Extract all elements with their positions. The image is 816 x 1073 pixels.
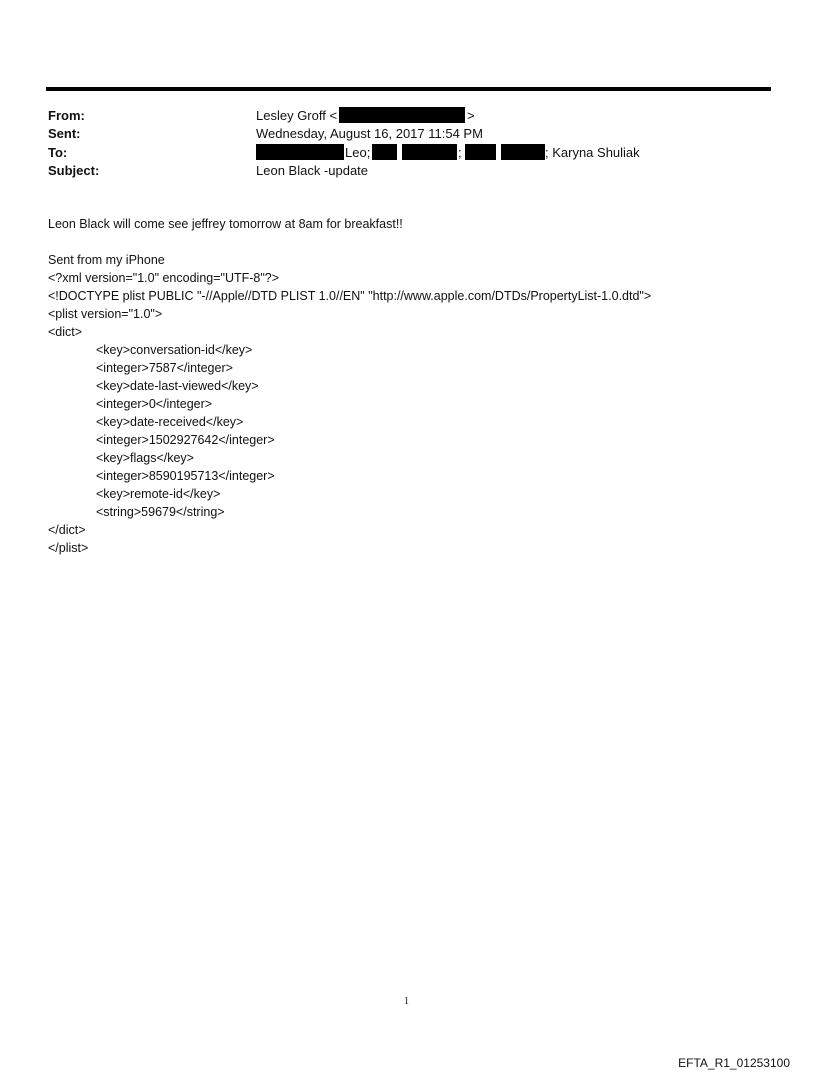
redaction-block [402, 144, 457, 160]
page-number: 1 [404, 996, 409, 1007]
to-separator: ; [458, 145, 462, 160]
to-recipient-leo: Leo; [345, 145, 371, 160]
message-body: Leon Black will come see jeffrey tomorrow at 8am for breakfast!! [48, 217, 403, 231]
subject-label: Subject: [48, 163, 100, 178]
plist-line: <key>flags</key> [96, 451, 194, 465]
plist-line: <integer>1502927642</integer> [96, 433, 275, 447]
plist-line: <integer>7587</integer> [96, 361, 233, 375]
to-label: To: [48, 145, 68, 160]
plist-line: <key>remote-id</key> [96, 487, 221, 501]
bates-number: EFTA_R1_01253100 [678, 1056, 790, 1070]
redaction-block [339, 107, 465, 123]
redaction-block [372, 144, 397, 160]
plist-line: <!DOCTYPE plist PUBLIC "-//Apple//DTD PLIST 1.0//EN" "http://www.apple.com/DTDs/PropertyList-1.0.dtd"> [48, 289, 652, 303]
redaction-block [256, 144, 344, 160]
to-recipient-karyna: ; Karyna Shuliak [545, 145, 640, 160]
subject-value: Leon Black -update [256, 163, 369, 178]
plist-line: <?xml version="1.0" encoding="UTF-8"?> [48, 271, 280, 285]
plist-line: <integer>8590195713</integer> [96, 469, 275, 483]
plist-line: </plist> [48, 541, 89, 555]
plist-line: </dict> [48, 523, 86, 537]
plist-line: <key>conversation-id</key> [96, 343, 253, 357]
sent-value: Wednesday, August 16, 2017 11:54 PM [256, 126, 483, 141]
plist-line: <integer>0</integer> [96, 397, 213, 411]
redaction-block [465, 144, 496, 160]
plist-line: <key>date-last-viewed</key> [96, 379, 259, 393]
signature: Sent from my iPhone [48, 253, 165, 267]
header-rule [46, 87, 771, 91]
from-value-prefix: Lesley Groff < [256, 108, 338, 123]
from-value-suffix: > [467, 108, 475, 123]
plist-line: <key>date-received</key> [96, 415, 244, 429]
plist-line: <dict> [48, 325, 83, 339]
plist-line: <plist version="1.0"> [48, 307, 163, 321]
redaction-block [501, 144, 545, 160]
sent-label: Sent: [48, 126, 81, 141]
plist-line: <string>59679</string> [96, 505, 225, 519]
from-label: From: [48, 108, 85, 123]
